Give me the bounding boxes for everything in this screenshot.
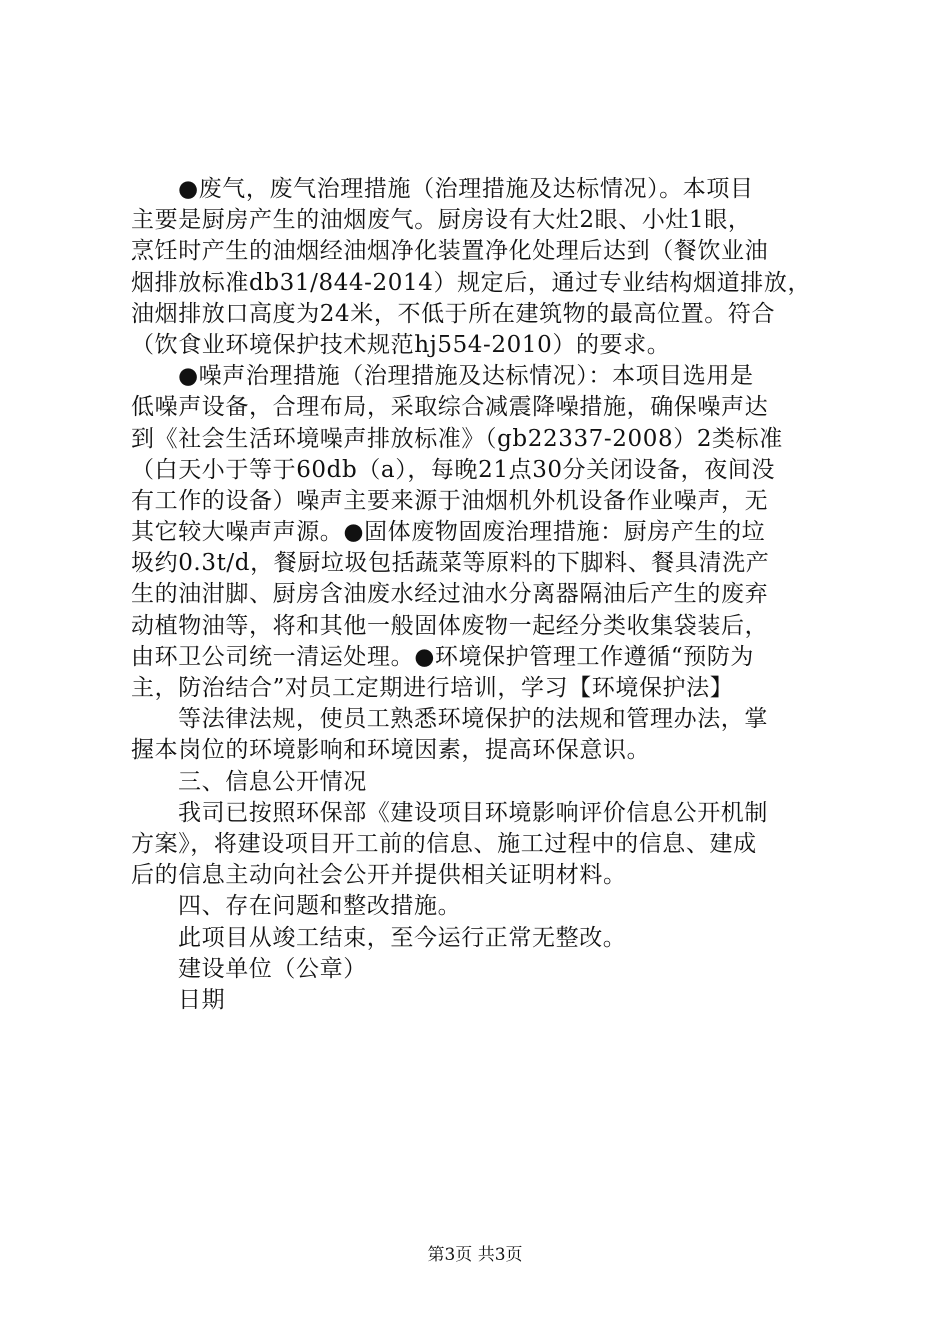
text-line: ●废气，废气治理措施（治理措施及达标情况）。本项目: [178, 176, 754, 202]
text-line: ●噪声治理措施（治理措施及达标情况）：本项目选用是: [178, 363, 754, 390]
page-number-footer: 第3页 共3页: [427, 1245, 523, 1265]
text-line: 方案》，将建设项目开工前的信息、施工过程中的信息、建成: [131, 830, 757, 857]
text-line: 后的信息主动向社会公开并提供相关证明材料。: [131, 862, 627, 889]
text-line: 握本岗位的环境影响和环境因素，提高环保意识。: [131, 737, 651, 764]
text-line: 此项目从竣工结束，至今运行正常无整改。: [178, 924, 627, 951]
text-line: 动植物油等，将和其他一般固体废物一起经分类收集袋装后，: [131, 612, 769, 639]
text-line: 烹饪时产生的油烟经油烟净化装置净化处理后达到（餐饮业油: [131, 238, 769, 265]
text-line: 等法律法规，使员工熟悉环境保护的法规和管理办法，掌: [178, 706, 768, 733]
text-line: 油烟排放口高度为24米，不低于所在建筑物的最高位置。符合: [131, 300, 776, 327]
text-line: 日期: [178, 986, 226, 1013]
text-line: 其它较大噪声声源。●固体废物固废治理措施：厨房产生的垃: [131, 519, 766, 546]
text-line: 有工作的设备）噪声主要来源于油烟机外机设备作业噪声，无: [131, 487, 769, 514]
text-line: 圾约0.3t/d，餐厨垃圾包括蔬菜等原料的下脚料、餐具清洗产: [131, 550, 770, 577]
text-line: 低噪声设备，合理布局，采取综合减震降噪措施，确保噪声达: [131, 394, 769, 421]
text-line: 四、存在问题和整改措施。: [178, 893, 462, 920]
text-line: （白天小于等于60db（a），每晚21点30分关闭设备，夜间没: [131, 456, 776, 483]
text-line: 我司已按照环保部《建设项目环境影响评价信息公开机制: [178, 799, 768, 826]
text-line: 建设单位（公章）: [178, 955, 367, 982]
text-line: 由环卫公司统一清运处理。●环境保护管理工作遵循“预防为: [131, 643, 755, 670]
text-line: 到《社会生活环境噪声排放标准》（gb22337-2008）2类标准: [131, 425, 783, 452]
text-line: 生的油泔脚、厨房含油废水经过油水分离器隔油后产生的废弃: [131, 581, 769, 608]
text-line: （饮食业环境保护技术规范hj554-2010）的要求。: [131, 331, 671, 358]
text-line: 主要是厨房产生的油烟废气。厨房设有大灶2眼、小灶1眼，: [131, 207, 752, 234]
text-line: 烟排放标准db31/844-2014）规定后，通过专业结构烟道排放，: [131, 269, 812, 296]
document-body: [131, 174, 831, 1016]
text-line: 主，防治结合”对员工定期进行培训，学习【环境保护法】: [131, 675, 734, 701]
text-line: 三、信息公开情况: [178, 768, 367, 795]
